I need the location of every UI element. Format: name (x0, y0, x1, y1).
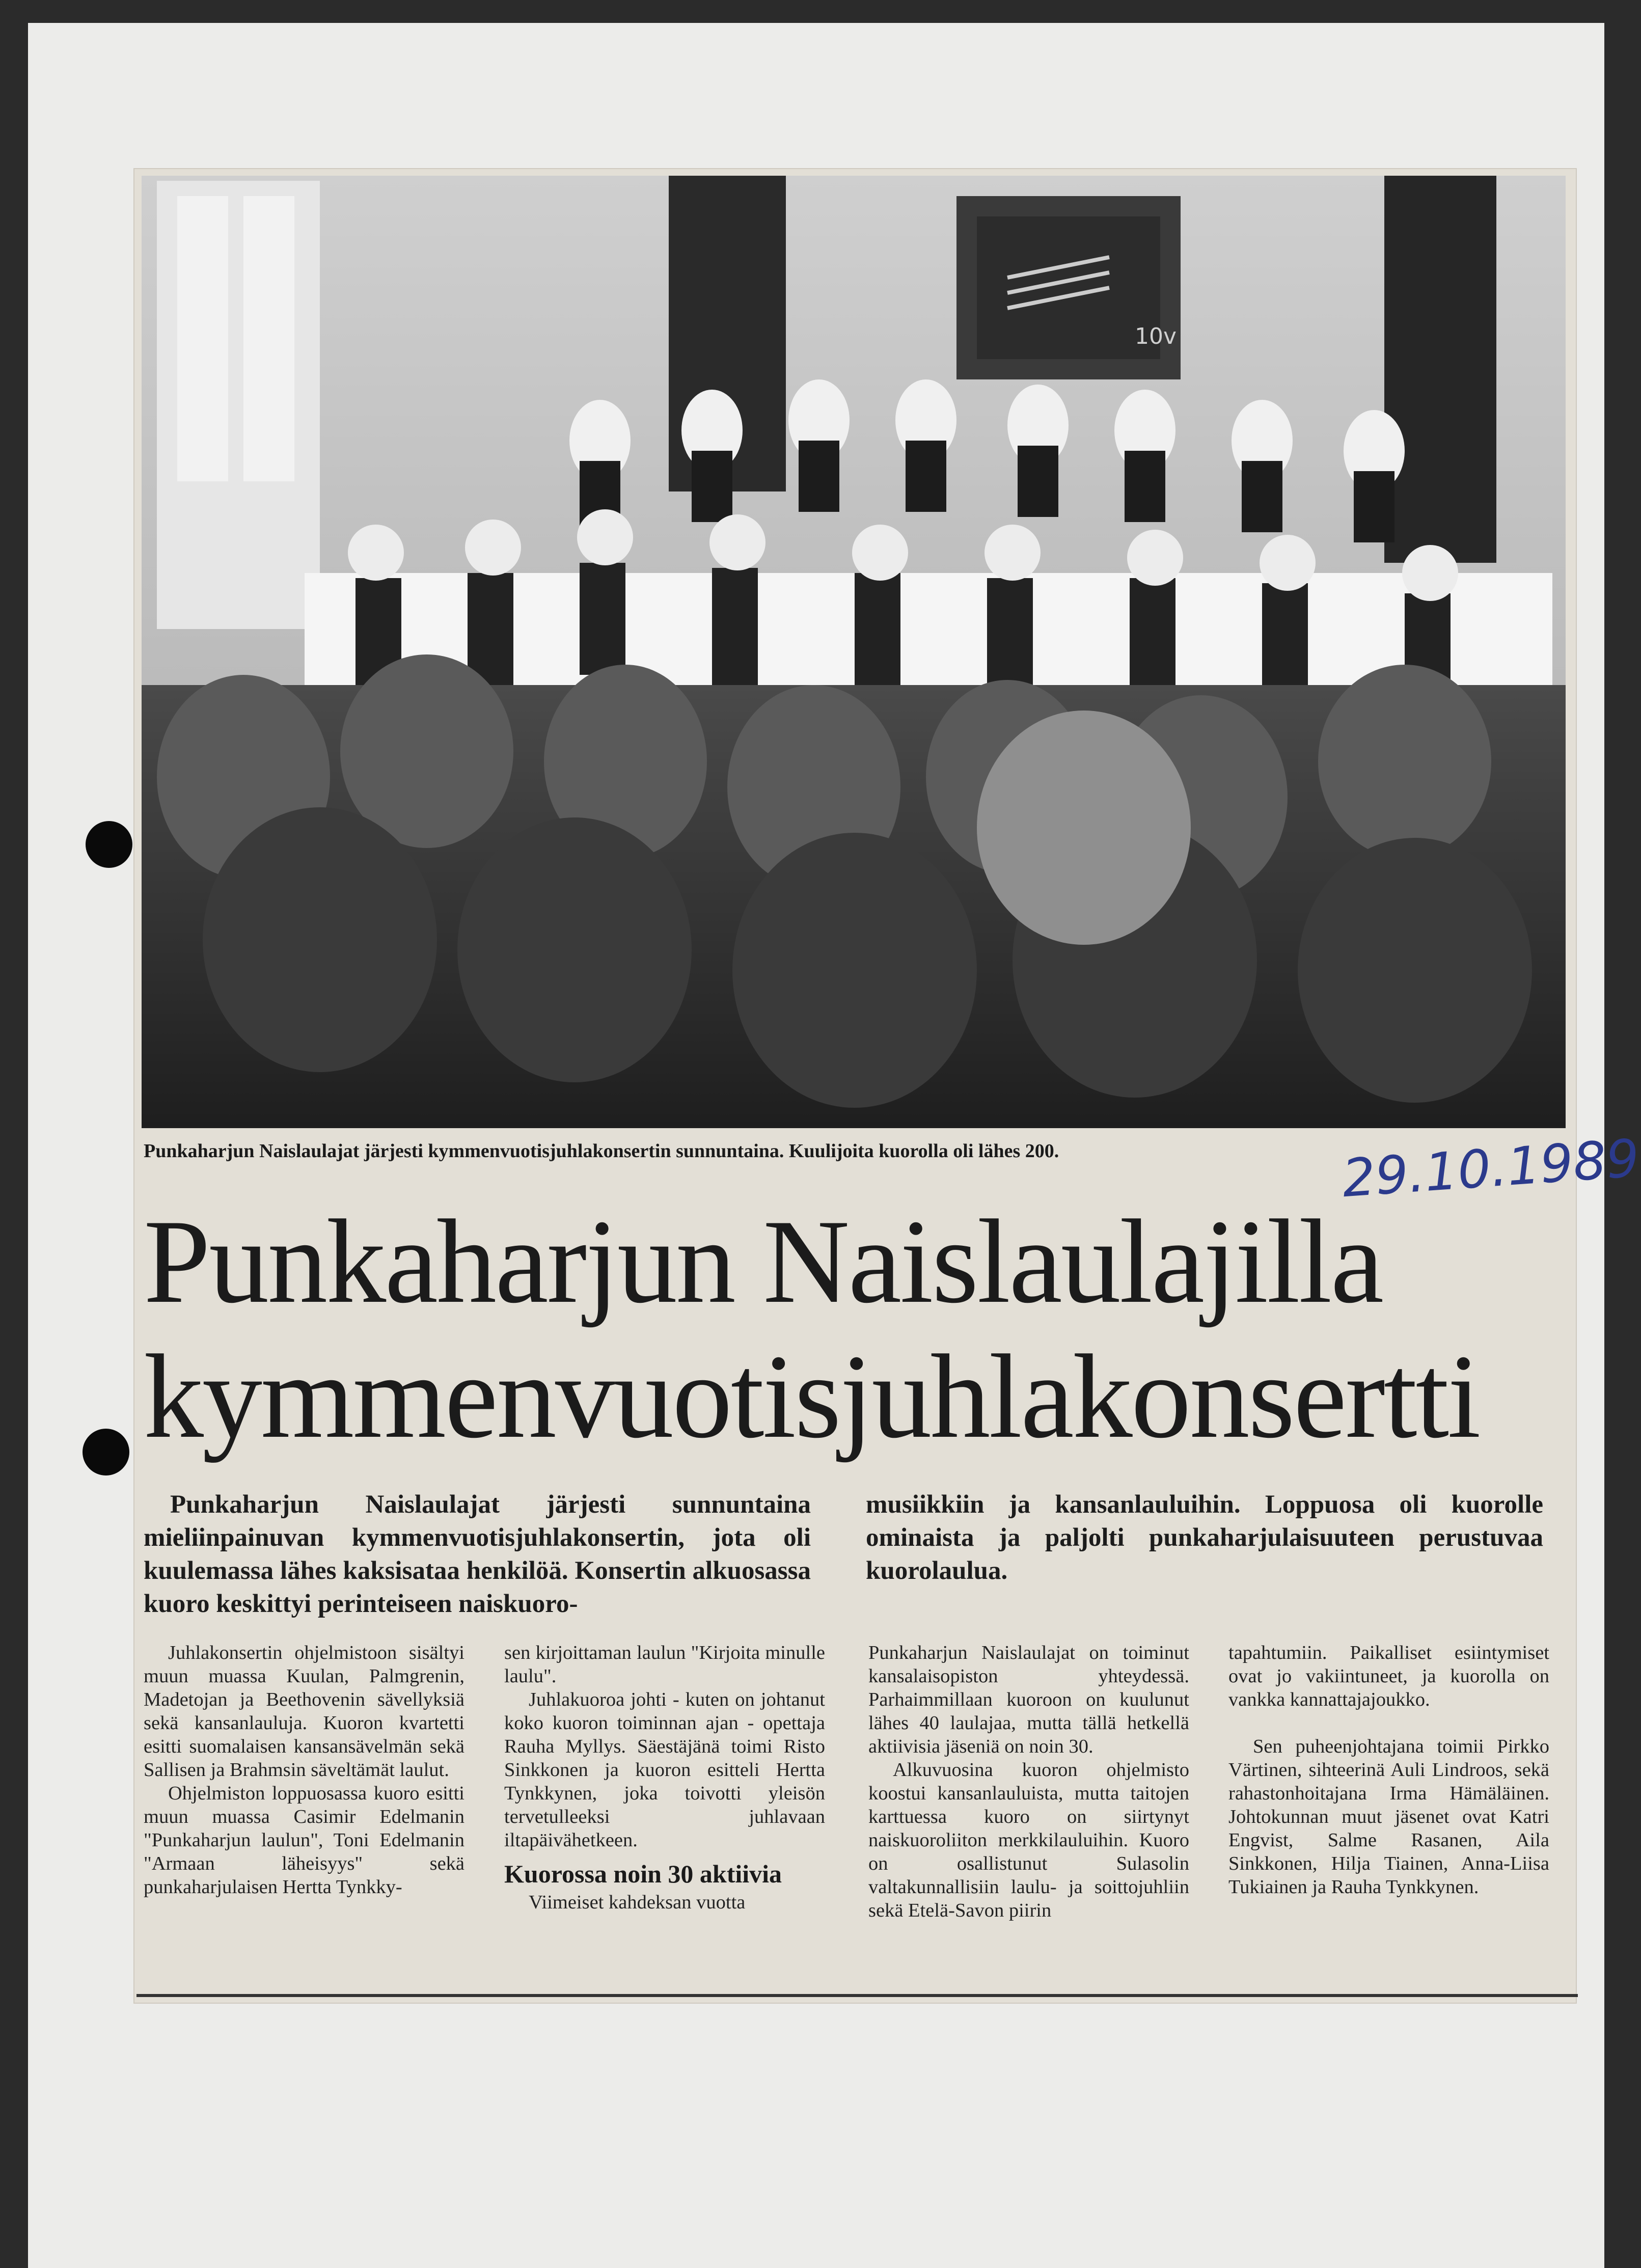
body-paragraph: Alkuvuosina kuoron ohjelmisto koostui kansanlauluista, mutta taitojen karttuessa kuoro on siirtynyt naiskuoroliiton merkkilauluihin. Kuoro on osallistunut Sulasolin valtakunnallisiin laulu- ja soittojuhliin sekä Etelä-Savon piirin (868, 1759, 1189, 1921)
subheading: Kuorossa noin 30 aktiivia (504, 1860, 782, 1888)
body-column-3 (868, 1641, 1189, 1922)
body-column-4 (1228, 1641, 1549, 1899)
lead-paragraph-part-1: Punkaharjun Naislaulajat järjesti sunnuntaina mieliinpainuvan kymmenvuotisjuhlakonsertin, jota oli kuulemassa lähes kaksisataa henkilöä. Konsertin alkuosassa kuoro keskittyi perinteiseen naiskuoro- (144, 1490, 811, 1618)
body-paragraph: tapahtumiin. Paikalliset esiintymiset ovat jo vakiintuneet, ja kuorolla on vankka kannattajajoukko. (1228, 1642, 1549, 1710)
svg-text:10v: 10v (1135, 323, 1177, 349)
body-column-1 (144, 1641, 464, 1899)
body-paragraph: Viimeiset kahdeksan vuotta (529, 1892, 746, 1913)
bottom-rule (136, 1994, 1578, 1997)
body-column-2 (504, 1641, 825, 1914)
body-paragraph: Juhlakuoroa johti - kuten on johtanut koko kuoron toiminnan ajan - opettaja Rauha Myllys. Säestäjänä toimi Risto Sinkkonen ja kuoron esitteli Hertta Tynkkynen, joka toivotti yleisön tervetulleeksi juhlavaan iltapäivähetkeen. (504, 1689, 825, 1851)
body-paragraph: Ohjelmiston loppuosassa kuoro esitti muun muassa Casimir Edelmanin "Punkaharjun laulun", Toni Edelmanin "Armaan läheisyys" sekä punkaharjulaisen Hertta Tynkky- (144, 1783, 464, 1898)
headline-line-1: Punkaharjun Naislaulajilla (144, 1195, 1383, 1328)
body-paragraph: Juhlakonsertin ohjelmistoon sisältyi muun muassa Kuulan, Palmgrenin, Madetojan ja Beethovenin sävellyksiä sekä kansanlauluja. Kuoron kvartetti esitti suomalaisen kansansävelmän sekä Sallisen ja Brahmsin säveltämät laulut. (144, 1642, 464, 1781)
body-paragraph: Sen puheenjohtajana toimii Pirkko Värtinen, sihteerinä Auli Lindroos, sekä rahastonhoitajana Irma Hämäläinen. Johtokunnan muut jäsenet ovat Katri Engvist, Salme Rasanen, Aila Sinkkonen, Hilja Tiainen, Anna-Liisa Tukiainen ja Rauha Tynkkynen. (1228, 1736, 1549, 1898)
photo-caption: Punkaharjun Naislaulajat järjesti kymmenvuotisjuhlakonsertin sunnuntaina. Kuulijoita kuorolla oli lähes 200. (144, 1140, 1059, 1162)
body-paragraph: sen kirjoittaman laulun "Kirjoita minulle laulu". (504, 1642, 825, 1687)
headline-line-2: kymmenvuotisjuhlakonsertti (144, 1330, 1480, 1463)
choir-concert-photo (142, 176, 1566, 1128)
choir-concert-photo-icon (142, 176, 1566, 1128)
headline (144, 1194, 1565, 1464)
body-paragraph: Punkaharjun Naislaulajat on toiminut kansalaisopiston yhteydessä. Parhaimmillaan kuoroon on kuulunut lähes 40 laulajaa, mutta tällä hetkellä aktiivisia jäseniä on noin 30. (868, 1642, 1189, 1757)
punch-hole-icon (83, 1429, 129, 1475)
handwritten-date: 29.10.1989 (1340, 1128, 1641, 1210)
lead-paragraph-part-2: musiikkiin ja kansanlauluihin. Loppuosa oli kuorolle ominaista ja paljolti punkaharjulaisuuteen perustuvaa kuorolaulua. (866, 1490, 1543, 1585)
punch-hole-icon (86, 821, 132, 868)
